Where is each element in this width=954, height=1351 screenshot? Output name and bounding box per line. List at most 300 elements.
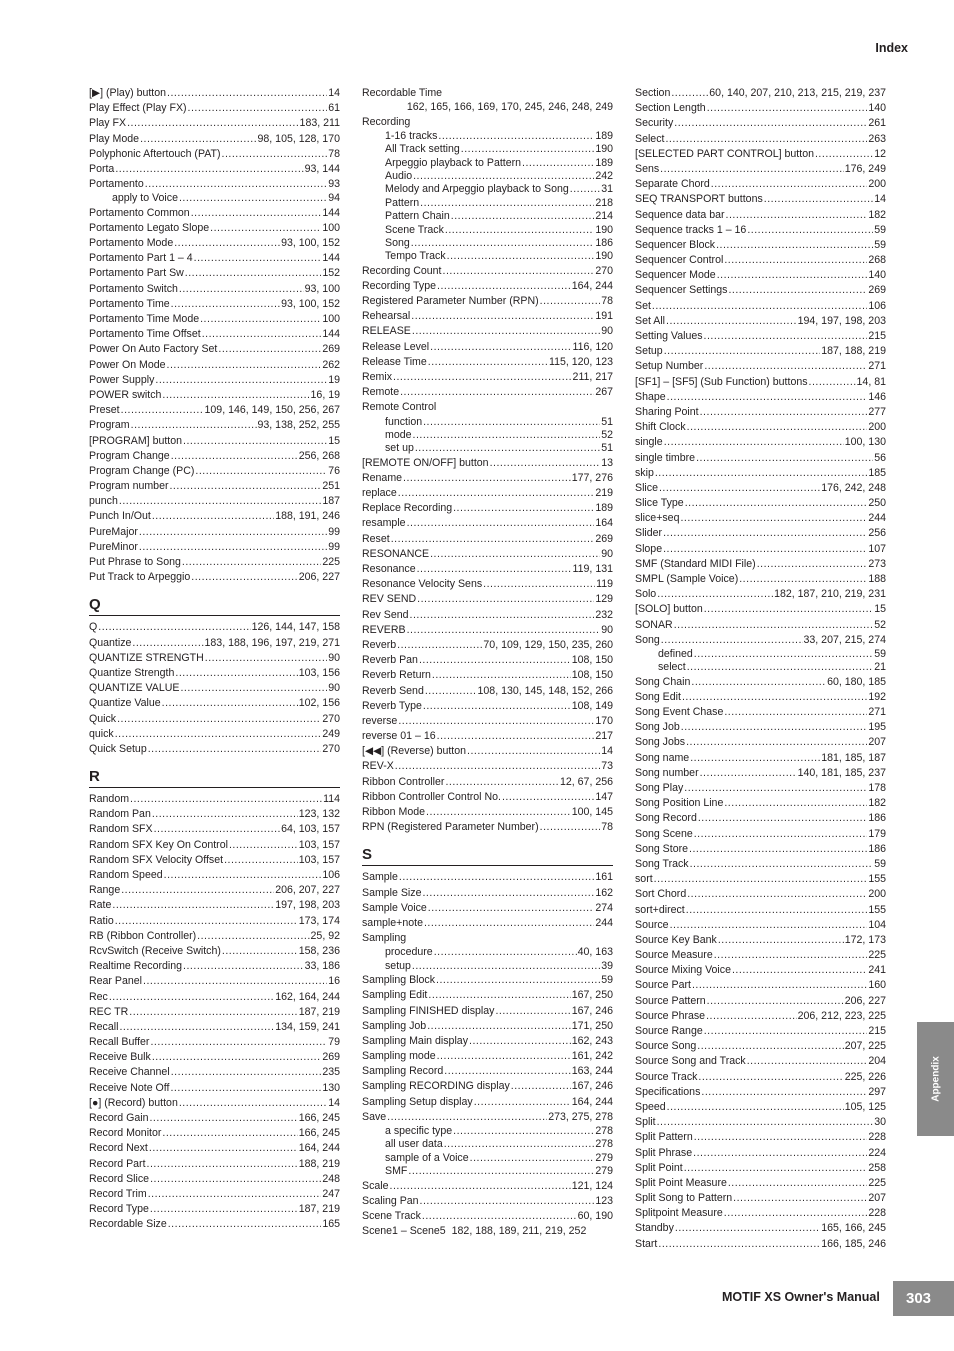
index-entry xyxy=(89,1050,340,1065)
dot-leader xyxy=(167,86,327,101)
index-entry xyxy=(635,1039,886,1054)
entry-term: Split Point Measure xyxy=(635,1176,727,1189)
dot-leader xyxy=(188,101,328,116)
index-entry xyxy=(89,525,340,540)
entry-pages: 13 xyxy=(601,456,613,469)
index-entry xyxy=(635,857,886,872)
dot-leader xyxy=(704,329,868,344)
index-entry xyxy=(635,132,886,147)
index-entry xyxy=(89,712,340,727)
entry-term: Speed xyxy=(635,1100,666,1113)
entry-term: Portamento Part Sw xyxy=(89,267,184,280)
index-entry xyxy=(89,132,340,147)
index-entry xyxy=(635,933,886,948)
index-entry xyxy=(89,282,340,297)
index-subentry xyxy=(635,648,886,661)
entry-term: Sampling Record xyxy=(362,1065,444,1078)
index-entry xyxy=(89,327,340,342)
dot-leader xyxy=(437,729,595,744)
index-subentry xyxy=(635,661,886,674)
dot-leader xyxy=(149,1111,297,1126)
entry-term: Portamento Part 1 – 4 xyxy=(89,252,193,265)
entry-pages: 186 xyxy=(868,812,886,825)
entry-pages: 98, 105, 128, 170 xyxy=(257,132,340,145)
entry-term: 1-16 tracks xyxy=(385,129,438,142)
index-entry xyxy=(89,974,340,989)
index-entry xyxy=(635,405,886,420)
entry-term: single xyxy=(635,436,663,449)
index-entry xyxy=(89,86,340,101)
dot-leader xyxy=(397,638,482,653)
entry-pages: 164, 244 xyxy=(571,1095,613,1108)
entry-term: Rec xyxy=(89,990,108,1003)
entry-term: Remix xyxy=(362,370,393,383)
entry-term: Portamento Switch xyxy=(89,282,178,295)
entry-pages: 188, 219 xyxy=(298,1157,340,1170)
entry-pages: 14 xyxy=(874,193,886,206)
index-entry xyxy=(635,751,886,766)
index-entry xyxy=(635,314,886,329)
entry-pages: 190 xyxy=(595,143,613,156)
dot-leader xyxy=(701,1085,867,1100)
entry-term: Realtime Recording xyxy=(89,960,183,973)
index-entry xyxy=(635,208,886,223)
entry-pages: 258 xyxy=(868,1161,886,1174)
entry-pages: 217 xyxy=(595,730,613,743)
entry-term: SMPL (Sample Voice) xyxy=(635,573,739,585)
entry-term: Recordable Time xyxy=(362,87,443,99)
entry-term: SEQ TRANSPORT buttons xyxy=(635,193,763,206)
index-entry xyxy=(635,1161,886,1176)
index-entry xyxy=(89,742,340,757)
index-entry xyxy=(362,547,613,562)
index-subentry xyxy=(362,442,613,455)
entry-pages: 269 xyxy=(595,532,613,545)
dot-leader xyxy=(179,1096,327,1111)
entry-pages: 242 xyxy=(595,169,613,182)
index-entry xyxy=(89,959,340,974)
entry-term: Reverb Type xyxy=(362,699,422,712)
index-entry xyxy=(635,872,886,887)
entry-term: Scene1 – Scene5 xyxy=(362,1225,446,1238)
dot-leader xyxy=(691,675,826,690)
entry-pages: 164, 244 xyxy=(298,1142,340,1155)
dot-leader xyxy=(115,727,322,742)
index-entry xyxy=(89,1096,340,1111)
dot-leader xyxy=(393,370,572,385)
index-entry xyxy=(635,86,886,101)
dot-leader xyxy=(140,132,256,147)
index-entry xyxy=(89,312,340,327)
entry-term: Sequencer Control xyxy=(635,254,724,267)
entry-pages: 270 xyxy=(322,742,340,755)
entry-term: Source Song xyxy=(635,1040,697,1053)
entry-term: Rear Panel xyxy=(89,975,142,988)
entry-term: Quick xyxy=(89,712,117,725)
entry-term: Put Track to Arpeggio xyxy=(89,571,191,584)
entry-pages: 244 xyxy=(595,916,613,929)
entry-term: Song Scene xyxy=(635,827,693,840)
index-subentry xyxy=(362,1152,613,1165)
dot-leader xyxy=(697,1039,843,1054)
entry-term: resample xyxy=(362,517,406,530)
dot-leader xyxy=(700,405,868,420)
entry-pages: 187 xyxy=(322,495,340,508)
dot-leader xyxy=(706,1009,797,1024)
entry-term: sort xyxy=(635,873,653,886)
dot-leader xyxy=(704,359,867,374)
entry-term: Record Type xyxy=(89,1203,149,1216)
entry-term: Separate Chord xyxy=(635,178,710,191)
entry-term: Song Store xyxy=(635,842,689,855)
entry-term: Portamento Mode xyxy=(89,237,174,250)
entry-term: REVERB xyxy=(362,623,406,636)
dot-leader xyxy=(428,901,595,916)
index-entry xyxy=(635,268,886,283)
entry-term: Sampling xyxy=(362,932,407,945)
entry-pages: 119 xyxy=(596,578,613,591)
dot-leader xyxy=(657,1115,874,1130)
dot-leader xyxy=(660,162,844,177)
dot-leader xyxy=(425,684,477,699)
entry-pages: 225, 226 xyxy=(844,1070,886,1083)
entry-pages: 190 xyxy=(595,250,613,263)
entry-pages: 90 xyxy=(601,325,613,338)
dot-leader xyxy=(408,1165,594,1178)
entry-pages: 206, 207, 227 xyxy=(275,884,340,897)
index-entry xyxy=(635,390,886,405)
index-subentry xyxy=(362,237,613,250)
dot-leader xyxy=(423,416,600,429)
entry-term: Set xyxy=(635,299,651,312)
dot-leader xyxy=(684,781,867,796)
index-entry xyxy=(635,329,886,344)
dot-leader xyxy=(687,887,867,902)
dot-leader xyxy=(430,340,571,355)
index-entry xyxy=(89,1141,340,1156)
index-entry xyxy=(89,727,340,742)
index-entry xyxy=(635,481,886,496)
entry-term: Recall Buffer xyxy=(89,1036,150,1049)
dot-leader xyxy=(399,870,594,885)
index-subentry xyxy=(362,960,613,973)
index-entry-pages-continued xyxy=(362,101,613,114)
entry-term: Song name xyxy=(635,751,690,764)
dot-leader xyxy=(570,183,600,196)
index-entry xyxy=(635,192,886,207)
dot-leader xyxy=(652,299,867,314)
entry-term: REV SEND xyxy=(362,593,417,606)
entry-pages: 248 xyxy=(322,1172,340,1185)
entry-term: Sens xyxy=(635,162,660,175)
entry-pages: 90 xyxy=(328,682,340,695)
entry-pages: 78 xyxy=(601,295,613,308)
dot-leader xyxy=(175,666,297,681)
entry-pages: 235 xyxy=(322,1066,340,1079)
entry-term: Sampling Setup display xyxy=(362,1095,473,1108)
entry-term: SONAR xyxy=(635,618,673,631)
index-entry xyxy=(362,385,613,400)
index-entry xyxy=(89,101,340,116)
index-entry xyxy=(362,988,613,1003)
dot-leader xyxy=(171,297,280,312)
index-entry xyxy=(362,355,613,370)
entry-pages: 207, 225 xyxy=(844,1040,886,1053)
entry-term: Song Position Line xyxy=(635,797,724,810)
entry-pages: 167, 246 xyxy=(571,1004,613,1017)
entry-pages: 99 xyxy=(328,540,340,553)
dot-leader xyxy=(694,1130,868,1145)
entry-term: Random SFX xyxy=(89,823,153,836)
entry-term: Random SFX Velocity Offset xyxy=(89,853,224,866)
entry-pages: 204 xyxy=(868,1055,886,1068)
index-entry xyxy=(89,636,340,651)
entry-term: Range xyxy=(89,884,121,897)
index-entry xyxy=(362,294,613,309)
dot-leader xyxy=(815,147,873,162)
entry-term: select xyxy=(658,661,686,674)
entry-term: Random Speed xyxy=(89,869,163,882)
index-entry xyxy=(635,842,886,857)
entry-term: Ratio xyxy=(89,914,114,927)
index-entry xyxy=(362,1209,613,1224)
entry-term: Polyphonic Aftertouch (PAT) xyxy=(89,147,221,160)
dot-leader xyxy=(415,442,600,455)
dot-leader xyxy=(667,1100,844,1115)
index-entry xyxy=(635,542,886,557)
dot-leader xyxy=(194,251,322,266)
index-entry xyxy=(635,1146,886,1161)
dot-leader xyxy=(148,1187,322,1202)
entry-pages: 211, 217 xyxy=(572,370,613,383)
entry-term: Source Phrase xyxy=(635,1009,706,1022)
entry-pages: 93, 100, 152 xyxy=(281,237,340,250)
entry-pages: 176, 249 xyxy=(844,162,886,175)
entry-pages: 189 xyxy=(595,129,613,142)
entry-pages: 100, 145 xyxy=(571,806,613,819)
entry-term: Portamento Legato Slope xyxy=(89,221,210,234)
entry-pages: 116, 120 xyxy=(572,340,613,353)
dot-leader xyxy=(413,429,601,442)
index-entry xyxy=(362,623,613,638)
dot-leader xyxy=(664,435,844,450)
entry-term: Sequence tracks 1 – 16 xyxy=(635,223,747,236)
index-subentry xyxy=(362,250,613,263)
dot-leader xyxy=(663,542,867,557)
entry-term: Quantize xyxy=(89,636,132,649)
dot-leader xyxy=(131,418,257,433)
index-entry xyxy=(362,916,613,931)
index-entry xyxy=(362,577,613,592)
entry-pages: 106 xyxy=(322,869,340,882)
entry-pages: 103, 157 xyxy=(298,838,340,851)
entry-pages: 78 xyxy=(601,821,613,834)
dot-leader xyxy=(398,714,594,729)
entry-pages: 52 xyxy=(874,618,886,631)
entry-term: Song Edit xyxy=(635,690,681,703)
entry-pages: 134, 159, 241 xyxy=(275,1020,340,1033)
index-entry xyxy=(362,1019,613,1034)
entry-term: Scale xyxy=(362,1179,389,1192)
index-entry xyxy=(89,1172,340,1187)
index-entry xyxy=(362,805,613,820)
dot-leader xyxy=(152,509,274,524)
index-entry xyxy=(635,963,886,978)
entry-term: Slope xyxy=(635,542,663,555)
entry-pages: 250 xyxy=(868,497,886,510)
dot-leader xyxy=(681,720,868,735)
index-entry xyxy=(362,699,613,714)
entry-pages: 182 xyxy=(868,208,886,221)
dot-leader xyxy=(711,177,868,192)
index-entry xyxy=(635,572,886,587)
entry-term: RELEASE xyxy=(362,325,411,338)
dot-leader xyxy=(155,373,327,388)
entry-term: Song xyxy=(635,633,660,646)
entry-pages: 51 xyxy=(601,442,613,455)
dot-leader xyxy=(150,1172,321,1187)
entry-pages: 102, 156 xyxy=(298,697,340,710)
index-entry xyxy=(89,555,340,570)
entry-term: Save xyxy=(362,1110,387,1123)
entry-term: Pattern xyxy=(385,196,420,209)
entry-term: Splitpoint Measure xyxy=(635,1207,723,1220)
entry-term: Receive Channel xyxy=(89,1066,170,1079)
entry-pages: 274 xyxy=(595,901,613,914)
index-entry xyxy=(635,1070,886,1085)
entry-pages: 160 xyxy=(868,979,886,992)
index-entry xyxy=(89,822,340,837)
entry-term: PureMajor xyxy=(89,525,138,538)
dot-leader xyxy=(443,264,595,279)
entry-term: Slice xyxy=(635,481,658,494)
entry-pages: 104 xyxy=(868,918,886,931)
entry-term: procedure xyxy=(385,946,433,959)
dot-leader xyxy=(423,699,571,714)
index-entry xyxy=(89,162,340,177)
index-entry xyxy=(635,451,886,466)
entry-pages: 167, 246 xyxy=(571,1080,613,1093)
entry-term: Sampling Job xyxy=(362,1019,427,1032)
entry-term: Preset xyxy=(89,404,120,417)
entry-pages: 197, 198, 203 xyxy=(275,899,340,912)
entry-term: Record Trim xyxy=(89,1187,147,1200)
dot-leader xyxy=(169,479,321,494)
index-entry xyxy=(635,1009,886,1024)
index-entry xyxy=(362,486,613,501)
entry-term: mode xyxy=(385,428,412,441)
dot-leader xyxy=(430,547,600,562)
dot-leader xyxy=(511,1079,571,1094)
entry-term: set up xyxy=(385,442,414,455)
index-entry xyxy=(635,177,886,192)
entry-pages: 140 xyxy=(868,102,886,115)
index-subentry xyxy=(362,130,613,143)
entry-term: Play FX xyxy=(89,117,127,130)
dot-leader xyxy=(718,933,844,948)
entry-term: Sequencer Mode xyxy=(635,269,716,282)
entry-term: Source Song and Track xyxy=(635,1055,746,1068)
dot-leader xyxy=(174,236,280,251)
entry-term: Recordable Size xyxy=(89,1218,167,1231)
entry-term: Punch In/Out xyxy=(89,510,151,523)
entry-pages: 155 xyxy=(868,903,886,916)
index-entry xyxy=(362,638,613,653)
entry-pages: 144 xyxy=(322,252,340,265)
index-entry xyxy=(362,653,613,668)
index-entry xyxy=(635,299,886,314)
index-entry xyxy=(635,918,886,933)
index-entry xyxy=(362,973,613,988)
index-entry xyxy=(362,714,613,729)
entry-pages: 185 xyxy=(868,466,886,479)
entry-term: Reverb Pan xyxy=(362,654,418,667)
dot-leader xyxy=(665,132,867,147)
entry-term: Split Point xyxy=(635,1161,683,1174)
dot-leader xyxy=(210,221,321,236)
entry-term: SMF (Standard MIDI File) xyxy=(635,557,756,570)
entry-term: Tempo Track xyxy=(385,250,446,263)
dot-leader xyxy=(432,668,571,683)
dot-leader xyxy=(152,807,298,822)
index-entry xyxy=(89,221,340,236)
dot-leader xyxy=(132,636,203,651)
entry-pages: 249 xyxy=(322,727,340,740)
section-letter-heading: R xyxy=(89,768,340,788)
dot-leader xyxy=(687,661,874,674)
entry-term: Song Record xyxy=(635,812,697,825)
dot-leader xyxy=(182,555,321,570)
entry-pages: 14 xyxy=(601,745,613,758)
entry-pages: 194, 197, 198, 203 xyxy=(797,314,886,327)
entry-pages: 108, 130, 145, 148, 152, 266 xyxy=(477,684,613,697)
entry-term: Source Range xyxy=(635,1025,703,1038)
dot-leader xyxy=(682,690,867,705)
entry-term: Receive Note Off xyxy=(89,1081,170,1094)
entry-pages: 59 xyxy=(874,647,886,660)
entry-term: Sequence data bar xyxy=(635,208,725,221)
entry-pages: 218 xyxy=(595,196,613,209)
index-entry xyxy=(362,684,613,699)
entry-term: Ribbon Mode xyxy=(362,806,426,819)
entry-term: Section xyxy=(635,87,671,99)
entry-term: Section Length xyxy=(635,102,706,115)
dot-leader xyxy=(98,620,250,635)
entry-term: Resonance xyxy=(362,563,416,576)
entry-pages: 251 xyxy=(322,480,340,493)
dot-leader xyxy=(195,464,327,479)
entry-pages: 270 xyxy=(595,264,613,277)
dot-leader xyxy=(716,238,873,253)
dot-leader xyxy=(453,501,594,516)
dot-leader xyxy=(428,988,570,1003)
dot-leader xyxy=(222,944,298,959)
index-entry xyxy=(89,147,340,162)
entry-term: PureMinor xyxy=(89,540,138,553)
entry-pages: 106 xyxy=(868,299,886,312)
dot-leader xyxy=(445,224,594,237)
entry-term: Reverb xyxy=(362,638,397,651)
dot-leader xyxy=(724,705,867,720)
index-entry xyxy=(635,887,886,902)
dot-leader xyxy=(229,838,298,853)
entry-pages: 182, 188, 189, 211, 219, 252 xyxy=(451,1225,587,1238)
index-entry xyxy=(89,206,340,221)
index-subentry xyxy=(362,210,613,223)
entry-pages: 187, 219 xyxy=(298,1203,340,1216)
page-number: 303 xyxy=(893,1281,954,1316)
index-entry xyxy=(635,496,886,511)
